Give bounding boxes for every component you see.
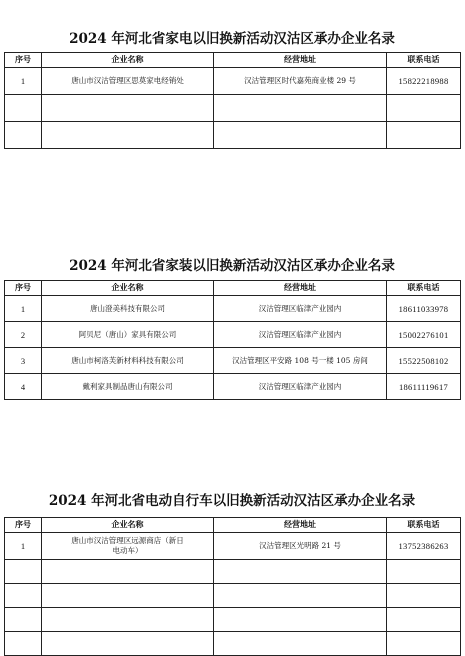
table-header-row	[5, 281, 461, 296]
table-header-row	[5, 53, 461, 68]
header-address: 经营地址	[214, 518, 387, 533]
table-row	[5, 560, 461, 584]
header-name: 企业名称	[42, 518, 214, 533]
header-name: 企业名称	[42, 281, 214, 296]
cell-address	[214, 632, 387, 656]
cell-seq: 1	[5, 533, 42, 560]
cell-address: 汉沽管理区时代嘉苑商业楼 29 号	[214, 68, 387, 95]
cell-address	[214, 122, 387, 149]
header-phone: 联系电话	[387, 518, 461, 533]
cell-seq: 1	[5, 68, 42, 95]
cell-name: 唐山市汉沽管理区思莫家电经销处	[42, 68, 214, 95]
section-title: 2024 年河北省家电以旧换新活动汉沽区承办企业名录	[69, 31, 395, 47]
table-header-row	[5, 518, 461, 533]
cell-phone	[387, 608, 461, 632]
table-row	[5, 533, 461, 560]
cell-phone: 15002276101	[387, 322, 461, 348]
cell-address	[214, 584, 387, 608]
cell-name	[42, 632, 214, 656]
cell-seq	[5, 608, 42, 632]
cell-seq: 1	[5, 296, 42, 322]
table-row	[5, 374, 461, 400]
cell-seq	[5, 584, 42, 608]
table-row	[5, 122, 461, 149]
cell-name: 戴利家具制品唐山有限公司	[42, 374, 214, 400]
section-appliances	[4, 30, 460, 149]
cell-address: 汉沽管理区平安路 108 号一楼 105 房间	[214, 348, 387, 374]
cell-address: 汉沽管理区光明路 21 号	[214, 533, 387, 560]
header-address: 经营地址	[214, 281, 387, 296]
cell-seq: 4	[5, 374, 42, 400]
cell-phone	[387, 122, 461, 149]
header-phone: 联系电话	[387, 53, 461, 68]
header-seq: 序号	[5, 53, 42, 68]
table-row	[5, 95, 461, 122]
cell-phone	[387, 584, 461, 608]
header-name: 企业名称	[42, 53, 214, 68]
cell-name: 唐山澄美科技有限公司	[42, 296, 214, 322]
cell-address: 汉沽管理区临津产业园内	[214, 296, 387, 322]
cell-name	[42, 122, 214, 149]
section-title: 2024 年河北省电动自行车以旧换新活动汉沽区承办企业名录	[48, 493, 416, 509]
enterprise-table	[4, 280, 461, 400]
cell-phone: 15522508102	[387, 348, 461, 374]
enterprise-table	[4, 517, 461, 656]
cell-name	[42, 560, 214, 584]
cell-seq: 3	[5, 348, 42, 374]
table-row	[5, 608, 461, 632]
cell-seq	[5, 95, 42, 122]
cell-seq	[5, 632, 42, 656]
cell-address	[214, 95, 387, 122]
header-seq: 序号	[5, 281, 42, 296]
table-row	[5, 584, 461, 608]
cell-name: 阿贝尼（唐山）家具有限公司	[42, 322, 214, 348]
cell-name	[42, 608, 214, 632]
header-address: 经营地址	[214, 53, 387, 68]
cell-address: 汉沽管理区临津产业园内	[214, 322, 387, 348]
cell-phone: 13752386263	[387, 533, 461, 560]
cell-name: 唐山市柯洛芙新材料科技有限公司	[42, 348, 214, 374]
cell-name	[42, 95, 214, 122]
cell-address: 汉沽管理区临津产业园内	[214, 374, 387, 400]
cell-phone	[387, 95, 461, 122]
table-row	[5, 322, 461, 348]
cell-phone: 18611119617	[387, 374, 461, 400]
cell-address	[214, 608, 387, 632]
table-row	[5, 68, 461, 95]
table-row	[5, 632, 461, 656]
cell-phone: 15822218988	[387, 68, 461, 95]
header-phone: 联系电话	[387, 281, 461, 296]
section-home-decoration	[4, 257, 460, 400]
section-e-bike	[4, 492, 460, 656]
table-row	[5, 296, 461, 322]
cell-seq	[5, 560, 42, 584]
cell-seq	[5, 122, 42, 149]
section-title: 2024 年河北省家装以旧换新活动汉沽区承办企业名录	[69, 258, 395, 274]
cell-phone: 18611033978	[387, 296, 461, 322]
table-row	[5, 348, 461, 374]
cell-address	[214, 560, 387, 584]
cell-phone	[387, 632, 461, 656]
cell-phone	[387, 560, 461, 584]
cell-name: 唐山市汉沽管理区远源商店（新日电动车）	[42, 533, 214, 560]
header-seq: 序号	[5, 518, 42, 533]
enterprise-table	[4, 52, 461, 149]
cell-seq: 2	[5, 322, 42, 348]
cell-name	[42, 584, 214, 608]
